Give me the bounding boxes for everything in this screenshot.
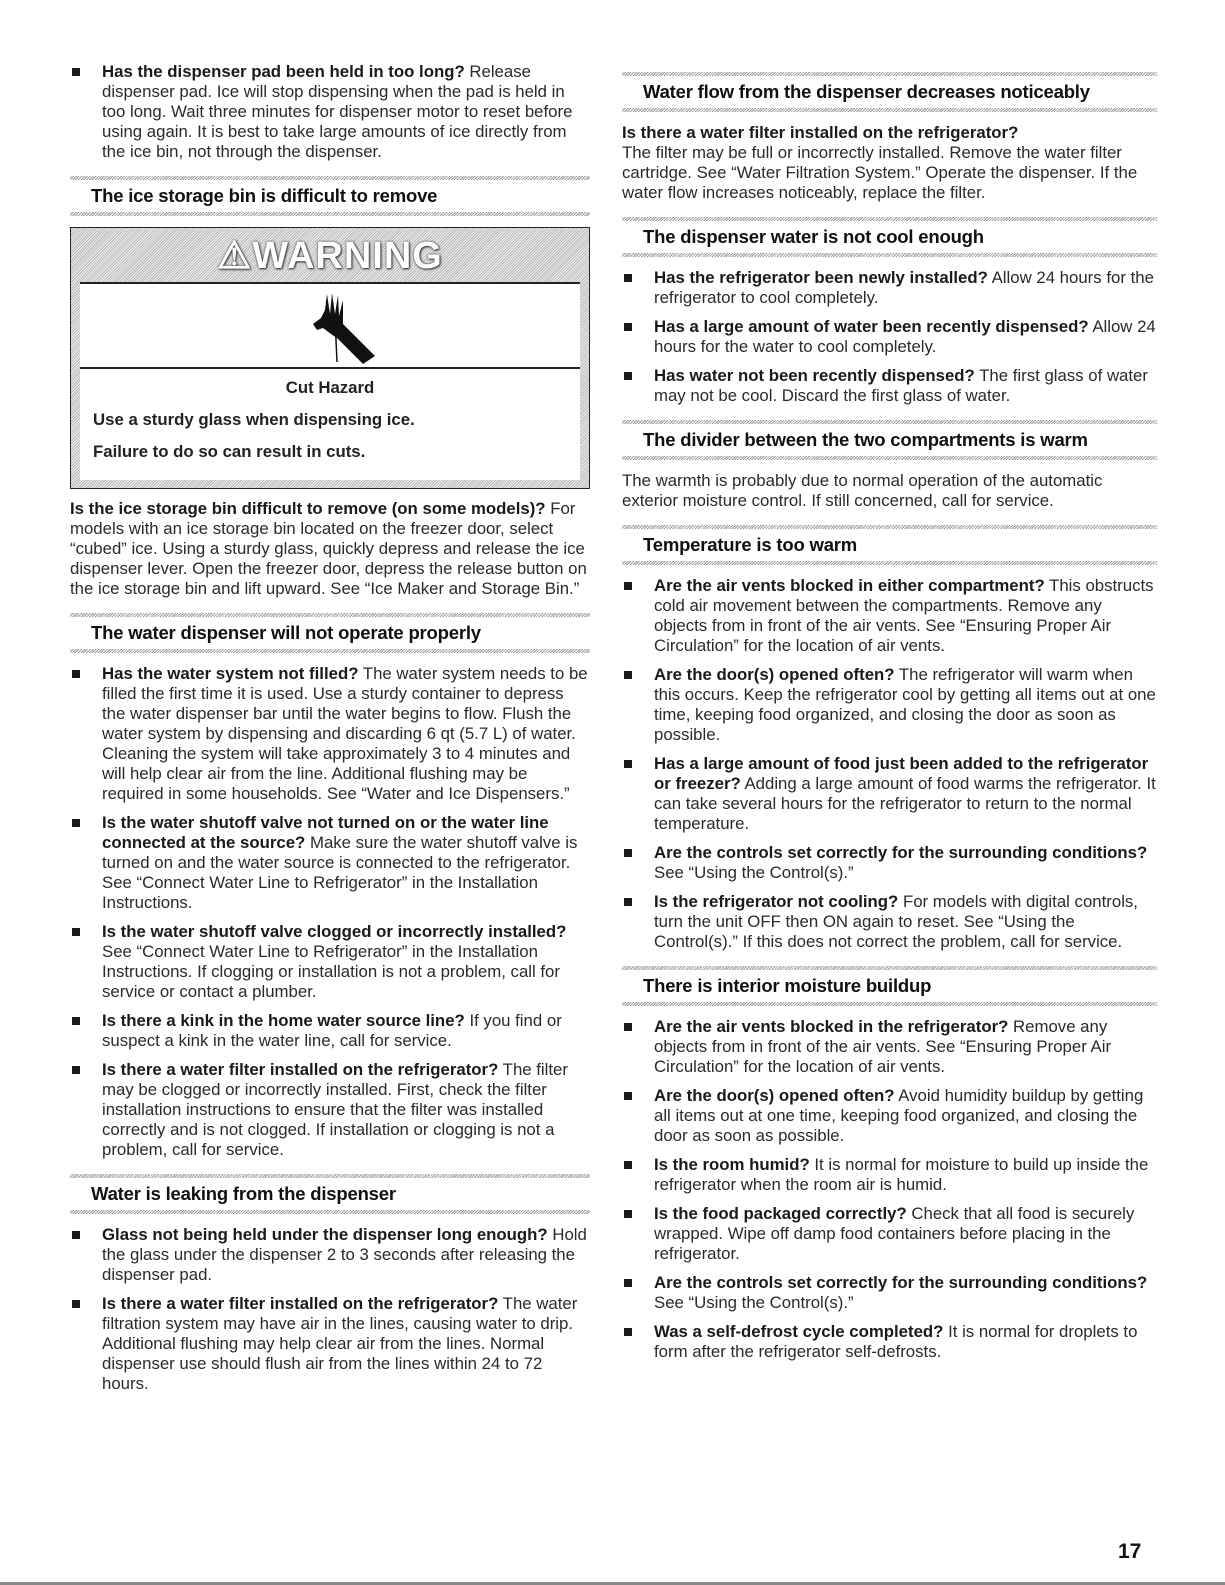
list-item: Is there a water filter installed on the refrigerator? The water filtration system may have air in the lines, causing water to drip. Additional flushing may help clear air from the lines. Normal dispenser use should flush air from the lines within 24 to 72 hours. (70, 1294, 590, 1394)
bullet-icon (624, 849, 632, 857)
list-item: Are the controls set correctly for the surrounding conditions? See “Using the Control(s).” (622, 843, 1157, 883)
list-item: Are the door(s) opened often? Avoid humidity buildup by getting all items out at one time, keeping food organized, and closing the door as soon as possible. (622, 1086, 1157, 1146)
bullet-icon (72, 1066, 80, 1074)
bullet-icon (624, 1210, 632, 1218)
list-item: Has the dispenser pad been held in too long? Release dispenser pad. Ice will stop dispensing when the pad is held in too long. Wait three minutes for dispenser motor to reset before using again. It is best to take large amounts of ice directly from the ice bin, not through the dispenser. (70, 62, 590, 162)
bullet-icon (624, 582, 632, 590)
warning-title: ⚠WARNING (217, 235, 443, 277)
cut-hazard-icon (291, 290, 379, 366)
bullet-icon (624, 372, 632, 380)
list-item: Is the refrigerator not cooling? For models with digital controls, turn the unit OFF then ON again to reset. See “Using the Control(s).” If this does not correct the problem, call for service. (622, 892, 1157, 952)
bullet-icon (72, 1017, 80, 1025)
bullet-icon (624, 1023, 632, 1031)
section-heading: There is interior moisture buildup (622, 966, 1157, 1006)
section-heading: The divider between the two compartments is warm (622, 420, 1157, 460)
bullet-icon (72, 819, 80, 827)
paragraph: Is there a water filter installed on the refrigerator? The filter may be full or incorrectly installed. Remove the water filter cartridge. See “Water Filtration System.” Operate the dispenser. If the water flow increases noticeably, replace the filter. (622, 123, 1138, 202)
right-column (622, 62, 1157, 1371)
list-item: Is the water shutoff valve clogged or incorrectly installed? See “Connect Water Line to Refrigerator” in the Installation Instructions. If clogging or installation is not a problem, call for service or contact a plumber. (70, 922, 590, 1002)
warning-line: Failure to do so can result in cuts. (93, 442, 366, 461)
list-item: Has the water system not filled? The water system needs to be filled the first time it is used. Use a sturdy container to depress the water dispenser bar until the water begins to flow. Flush the water system by dispensing and discarding 6 qt (5.7 L) of water. Cleaning the system will take approximately 3 to 4 minutes and will help clear air from the line. Additional flushing may be required in some households. See “Water and Ice Dispensers.” (70, 664, 590, 804)
list-item: Is the water shutoff valve not turned on or the water line connected at the source? Make sure the water shutoff valve is turned on and the water source is connected to the refrigerator. See “Connect Water Line to Refrigerator” in the Installation Instructions. (70, 813, 590, 913)
bullet-icon (624, 323, 632, 331)
bullet-icon (624, 1161, 632, 1169)
list-item: Are the controls set correctly for the surrounding conditions? See “Using the Control(s).” (622, 1273, 1157, 1313)
list-item: Has the refrigerator been newly installed? Allow 24 hours for the refrigerator to cool completely. (622, 268, 1157, 308)
bullet-icon (624, 671, 632, 679)
list-item: Has a large amount of food just been added to the refrigerator or freezer? Adding a large amount of food warms the refrigerator. It can take several hours for the refrigerator to return to the normal temperature. (622, 754, 1157, 834)
bullet-icon (72, 670, 80, 678)
section-heading: The water dispenser will not operate properly (70, 613, 590, 653)
paragraph: The warmth is probably due to normal operation of the automatic exterior moisture control. If still concerned, call for service. (622, 471, 1103, 510)
paragraph: Is the ice storage bin difficult to remove (on some models)? For models with an ice storage bin located on the freezer door, select “cubed” ice. Using a sturdy glass, quickly depress and release the ice dispenser lever. Open the freezer door, depress the release button on the ice storage bin and lift upward. See “Ice Maker and Storage Bin.” (70, 499, 587, 598)
list-item: Is the room humid? It is normal for moisture to build up inside the refrigerator when the room air is humid. (622, 1155, 1157, 1195)
bullet-icon (624, 1092, 632, 1100)
bullet-icon (72, 68, 80, 76)
bullet-icon (624, 1279, 632, 1287)
bullet-icon (624, 274, 632, 282)
list-item: Are the air vents blocked in either compartment? This obstructs cold air movement between the compartments. Remove any objects from in front of the air vents. See “Ensuring Proper Air Circulation” for the location of air vents. (622, 576, 1157, 656)
bullet-icon (72, 1231, 80, 1239)
bullet-icon (624, 1328, 632, 1336)
bullet-icon (624, 898, 632, 906)
section-heading: The dispenser water is not cool enough (622, 217, 1157, 257)
page-number: 17 (1118, 1540, 1142, 1563)
list-item: Has a large amount of water been recently dispensed? Allow 24 hours for the water to cool completely. (622, 317, 1157, 357)
bullet-icon (72, 928, 80, 936)
list-item: Are the door(s) opened often? The refrigerator will warm when this occurs. Keep the refrigerator cool by getting all items out at one time, keeping food organized, and closing the door as soon as possible. (622, 665, 1157, 745)
list-item: Is the food packaged correctly? Check that all food is securely wrapped. Wipe off damp food containers before placing in the refrigerator. (622, 1204, 1157, 1264)
list-item: Are the air vents blocked in the refrigerator? Remove any objects from in front of the air vents. See “Ensuring Proper Air Circulation” for the location of air vents. (622, 1017, 1157, 1077)
list-item: Is there a kink in the home water source line? If you find or suspect a kink in the water line, call for service. (70, 1011, 590, 1051)
warning-box (70, 227, 590, 489)
warning-line: Use a sturdy glass when dispensing ice. (93, 410, 415, 429)
list-item: Was a self-defrost cycle completed? It is normal for droplets to form after the refrigerator self-defrosts. (622, 1322, 1157, 1362)
section-heading: Water is leaking from the dispenser (70, 1174, 590, 1214)
section-heading: Temperature is too warm (622, 525, 1157, 565)
list-item: Glass not being held under the dispenser long enough? Hold the glass under the dispenser 2 to 3 seconds after releasing the dispenser pad. (70, 1225, 590, 1285)
left-column (70, 62, 590, 1403)
section-heading: Water flow from the dispenser decreases noticeably (622, 72, 1157, 112)
section-heading: The ice storage bin is difficult to remove (70, 176, 590, 216)
hazard-name: Cut Hazard (285, 378, 375, 397)
list-item: Has water not been recently dispensed? The first glass of water may not be cool. Discard the first glass of water. (622, 366, 1157, 406)
bullet-icon (624, 760, 632, 768)
list-item: Is there a water filter installed on the refrigerator? The filter may be clogged or incorrectly installed. First, check the filter installation instructions to ensure that the filter was installed correctly and is not clogged. If installation or clogging is not a problem, call for service. (70, 1060, 590, 1160)
bullet-icon (72, 1300, 80, 1308)
